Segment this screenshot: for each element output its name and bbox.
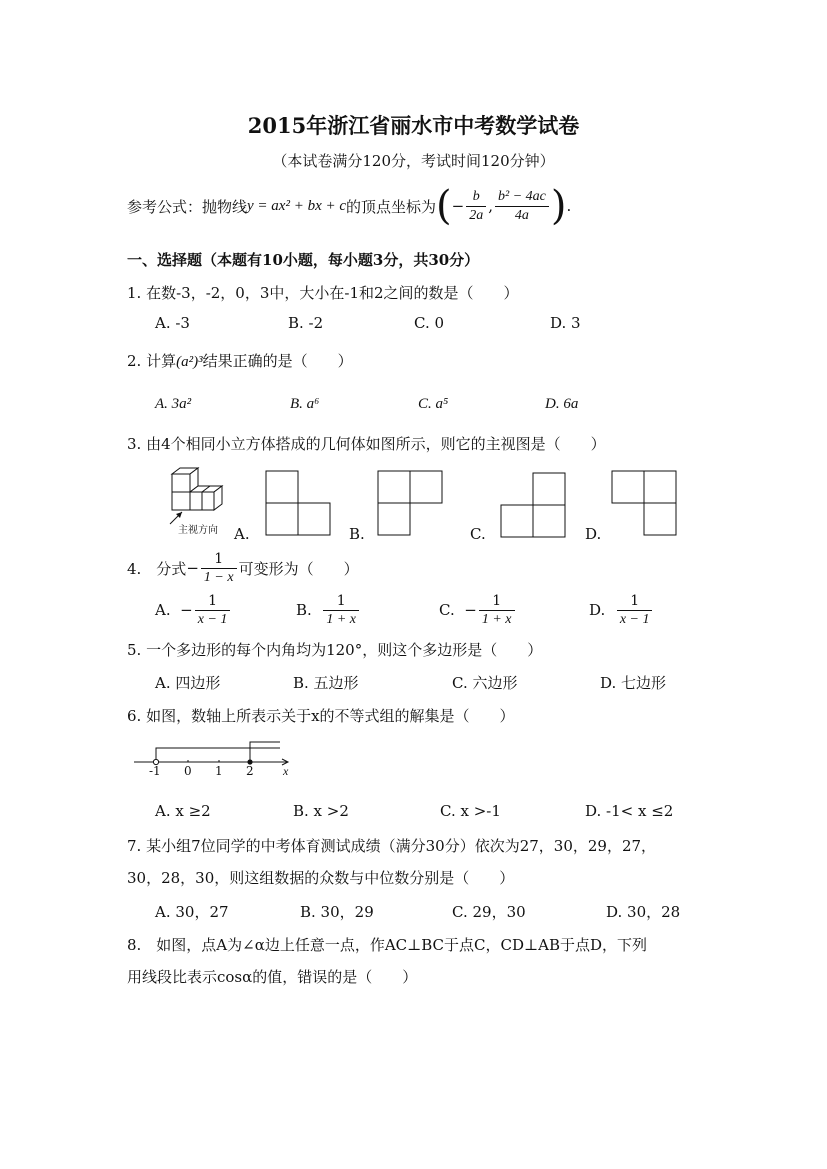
q3-option-a: A. [234,525,250,543]
q3-option-b-figure [377,470,447,536]
formula-prefix: 参考公式：抛物线 [127,197,248,216]
q7-option-a: A. 30，27 [155,903,229,921]
q6-option-c: C. x >-1 [440,802,501,820]
page-title: 2015年浙江省丽水市中考数学试卷 [247,113,580,138]
q7-option-c: C. 29，30 [452,903,526,921]
q3-option-c: C. [470,525,486,543]
q2-option-d: D. 6a [545,396,579,412]
q4-option-a: A. − $\frac{1}{x - 1}$ [155,590,232,630]
q4-option-b: B. $\frac{1}{1 + x}$ [296,590,361,630]
q4-option-c: C. − $\frac{1}{1 + x}$ [439,590,517,630]
axis-variable-label: x [283,764,289,778]
q5-option-b: B. 五边形 [293,674,359,692]
question-7-stem-line2: 30，28，30，则这组数据的众数与中位数分别是（ ） [127,869,515,887]
vertex-x-fraction: $\frac{b}{2a}$ [466,188,486,225]
q4-option-d: D. $\frac{1}{x - 1}$ [589,590,654,630]
axis-tick-neg1: -1 [149,764,161,778]
question-3-stem: 3. 由4个相同小立方体搭成的几何体如图所示，则它的主视图是（ ） [127,435,606,453]
q2-expression: (a²)³ [176,354,203,370]
axis-tick-1: 1 [215,764,223,778]
q2-option-b: B. a⁶ [290,396,320,412]
q1-option-c: C. 0 [414,314,445,332]
left-paren: ( [436,183,452,229]
q6-option-d: D. -1< x ≤2 [585,802,674,820]
formula-equation: y = ax² + bx + c [247,197,347,214]
question-8-stem-line1: 8. 如图，点A为∠α边上任意一点，作AC⊥BC于点C，CD⊥AB于点D，下列 [127,936,648,954]
formula-middle: 的顶点坐标为 [346,197,437,216]
question-4-stem: 4. 分式 − $\frac{1}{1 - x}$ 可变形为（ ） [127,550,359,585]
q6-option-b: B. x >2 [293,802,349,820]
page-subtitle: （本试卷满分120分，考试时间120分钟） [272,152,555,170]
question-5-stem: 5. 一个多边形的每个内角均为120°，则这个多边形是（ ） [127,641,543,659]
q5-option-d: D. 七边形 [600,674,667,692]
question-2-stem: 2. 计算(a²)³结果正确的是（ ） [127,352,353,370]
question-6-stem: 6. 如图，数轴上所表示关于x的不等式组的解集是（ ） [127,707,515,725]
q3-option-d: D. [585,525,602,543]
reference-formula: 参考公式：抛物线 y = ax² + bx + c 的顶点坐标为 ( − $\frac{b}{2a}$ , $\frac{\text{b² − 4ac}}{4a}$ ) . [127,183,572,229]
q5-option-c: C. 六边形 [452,674,518,692]
view-direction-label: 主视方向 [178,525,218,536]
q4-stem-fraction: $\frac{1}{1 - x}$ [201,550,237,587]
q1-option-b: B. -2 [288,314,324,332]
q2-option-a: A. 3a² [155,396,192,412]
q3-option-b: B. [349,525,365,543]
q7-option-b: B. 30，29 [300,903,374,921]
question-1-stem: 1. 在数-3，-2，0，3中，大小在-1和2之间的数是（ ） [127,284,519,302]
axis-tick-2: 2 [246,764,254,778]
q7-option-d: D. 30，28 [606,903,681,921]
q5-option-a: A. 四边形 [155,674,221,692]
axis-tick-0: 0 [184,764,192,778]
q1-option-d: D. 3 [550,314,581,332]
question-8-stem-line2: 用线段比表示cosα的值，错误的是（ ） [127,968,418,986]
right-paren: ) [550,183,567,229]
q1-option-a: A. -3 [155,314,190,332]
question-7-stem-line1: 7. 某小组7位同学的中考体育测试成绩（满分30分）依次为27，30，29，27， [127,837,657,855]
q6-option-a: A. x ≥2 [155,802,211,820]
q3-option-c-figure [500,472,570,538]
section-heading: 一、选择题（本题有10小题，每小题3分，共30分） [127,251,480,269]
vertex-y-fraction: $\frac{\text{b² − 4ac}}{4a}$ [495,188,549,225]
q3-option-d-figure [611,470,681,536]
q3-option-a-figure [265,470,335,536]
q2-option-c: C. a⁵ [418,396,449,412]
